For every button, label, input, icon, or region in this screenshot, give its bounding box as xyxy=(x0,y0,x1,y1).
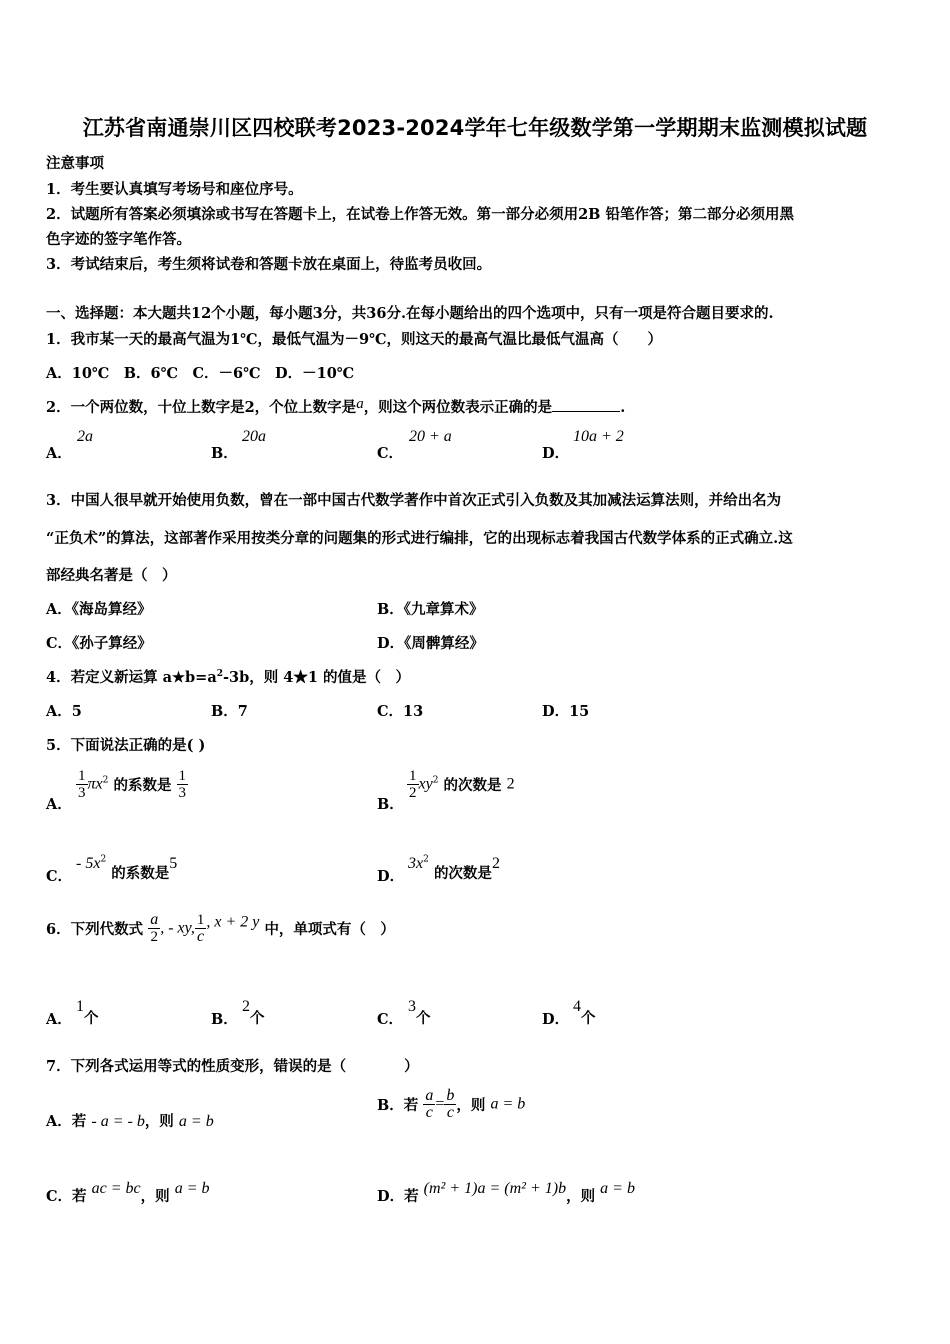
notice-item: 1．考生要认真填写考场号和座位序号。 xyxy=(46,181,303,198)
notice-heading: 注意事项 xyxy=(46,155,104,172)
option-label: D． xyxy=(377,868,405,885)
notice-item: 色字迹的签字笔作答。 xyxy=(46,231,191,248)
question-7-stem: 7．下列各式运用等式的性质变形，错误的是（ ） xyxy=(46,1058,419,1075)
option-expr: 2a xyxy=(77,428,93,445)
option-label: A． xyxy=(46,445,72,462)
option: B．《九章算术》 xyxy=(377,601,484,618)
option: A．5 xyxy=(46,703,82,720)
option-expr: 10a + 2 xyxy=(573,428,624,445)
option-label: C． xyxy=(377,445,404,462)
option-label: C． xyxy=(46,868,73,885)
question-1-stem: 1．我市某一天的最高气温为1℃，最低气温为－9℃，则这天的最高气温比最低气温高（ ） xyxy=(46,331,663,348)
notice-item: 2．试题所有答案必须填涂或书写在答题卡上，在试卷上作答无效。第一部分必须用2B 铅笔作答；第二部分必须用黑 xyxy=(46,206,794,223)
option-label: B． xyxy=(211,445,238,462)
option-c-expr: - $5x^2$ 的系数是5 xyxy=(76,854,178,882)
option-b: B．若 $\frac{a}{c}$ = $\frac{b}{c}$ ，则 a = b xyxy=(377,1087,526,1121)
option-label: A． xyxy=(46,796,72,813)
question-2-stem: 2．一个两位数，十位上数字是2，个位上数字是a，则这个两位数表示正确的是 . xyxy=(46,396,626,416)
option-d: D．若 (m² + 1)a = (m² + 1)b，则 a = b xyxy=(377,1180,635,1205)
option: A．《海岛算经》 xyxy=(46,601,152,618)
option-a-expr: $\frac{1}{3}$ $\pi x^2$ 的系数是 $\frac{1}{3}$ xyxy=(78,768,187,801)
option-value: 2个 xyxy=(242,998,265,1027)
option-b-expr: $\frac{1}{2}$ $xy^2$ 的次数是 2 xyxy=(409,768,515,801)
notice-item: 3．考试结束后，考生须将试卷和答题卡放在桌面上，待监考员收回。 xyxy=(46,256,492,273)
question-6-stem: 6．下列代数式 $\frac{a}{2}$ , - xy, $\frac{1}{c}$ , x + 2 y 中，单项式有（ ） xyxy=(46,911,395,945)
option-value: 4个 xyxy=(573,998,596,1027)
answer-blank xyxy=(552,399,620,412)
option-label: A． xyxy=(46,1011,72,1028)
option-label: B． xyxy=(211,1011,238,1028)
option-value: 3个 xyxy=(408,998,431,1027)
option-a: A．若 - a = - b，则 a = b xyxy=(46,1113,214,1130)
question-3-line: “正负术”的算法，这部著作采用按类分章的问题集的形式进行编排，它的出现标志着我国古代数学体系的正式确立.这 xyxy=(46,530,793,547)
option-d-expr: $3x^2$ 的次数是2 xyxy=(408,854,500,882)
option: D．15 xyxy=(542,703,590,720)
page-title: 江苏省南通崇川区四校联考2023-2024学年七年级数学第一学期期末监测模拟试题 xyxy=(82,116,868,140)
question-4-stem: 4．若定义新运算 $a★b=a^2-3b$，则 4★1 的值是（ ） xyxy=(46,669,411,686)
option-value: 1个 xyxy=(76,998,99,1027)
option: C．《孙子算经》 xyxy=(46,635,152,652)
option: C．13 xyxy=(377,703,424,720)
option-label: B． xyxy=(377,796,404,813)
option: D．《周髀算经》 xyxy=(377,635,484,652)
question-3-line: 3．中国人很早就开始使用负数，曾在一部中国古代数学著作中首次正式引入负数及其加减法运算法则，并给出名为 xyxy=(46,492,782,509)
question-5-stem: 5．下面说法正确的是( ) xyxy=(46,737,206,754)
option-c: C．若 ac = bc，则 a = b xyxy=(46,1180,210,1205)
question-1-options: A．10℃ B．6℃ C．－6℃ D．－10℃ xyxy=(46,365,355,382)
option-expr: 20 + a xyxy=(409,428,452,445)
section-heading: 一、选择题：本大题共12个小题，每小题3分，共36分.在每小题给出的四个选项中，只有一项是符合题目要求的. xyxy=(46,305,774,322)
question-3-line: 部经典名著是（ ） xyxy=(46,567,177,584)
option-expr: 20a xyxy=(242,428,266,445)
option-label: C． xyxy=(377,1011,404,1028)
option: B．7 xyxy=(211,703,248,720)
option-label: D． xyxy=(542,1011,570,1028)
option-label: D． xyxy=(542,445,570,462)
